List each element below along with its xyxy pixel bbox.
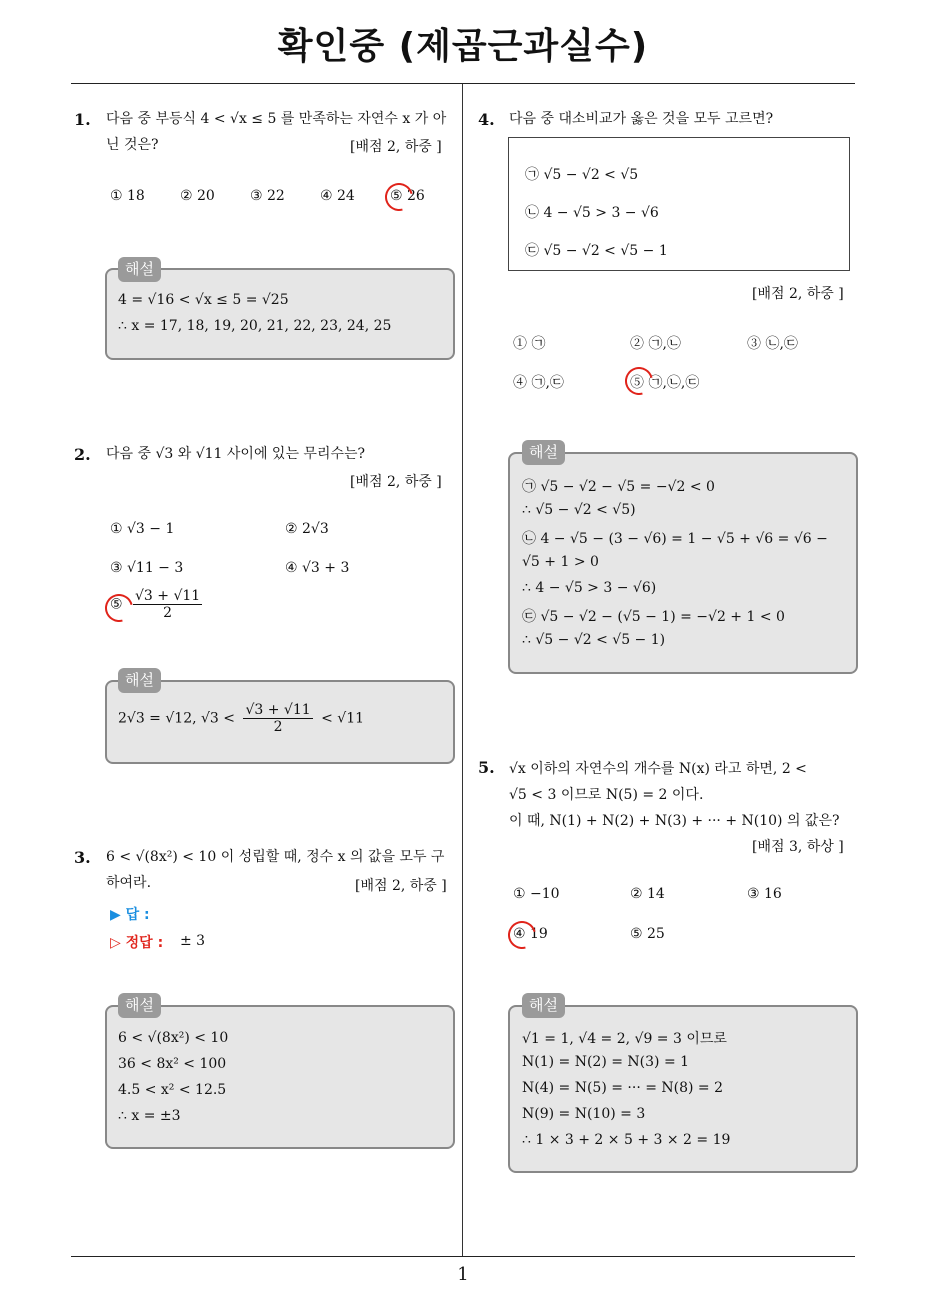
q2-explain-right: < √11: [321, 710, 365, 727]
q5-text-line: √5 < 3 이므로 N(5) = 2 이다.: [509, 787, 704, 803]
q5-selected-mark: [503, 916, 541, 954]
q1-explain-line: ∴ x = 17, 18, 19, 20, 21, 22, 23, 24, 25: [118, 318, 392, 334]
q2-explain-left: 2√3 = √12, √3 <: [118, 710, 236, 727]
column-divider: [462, 84, 463, 1256]
q5-explain-line: ∴ 1 × 3 + 2 × 5 + 3 × 2 = 19: [522, 1132, 731, 1148]
q5-explain-line: N(1) = N(2) = N(3) = 1: [522, 1054, 690, 1070]
q2-explain-numerator: √3 + √11: [245, 702, 311, 718]
q4-choice-3[interactable]: ③ ㉡,㉢: [747, 336, 798, 352]
q2-choice-5-numerator: √3 + √11: [135, 588, 201, 604]
q3-explain-line: 6 < √(8x²) < 10: [118, 1030, 229, 1046]
q4-explain-line: ∴ √5 − √2 < √5 − 1): [522, 632, 666, 648]
q4-choice-1[interactable]: ① ㉠: [513, 336, 546, 352]
header-rule: [71, 83, 855, 84]
q1-explain-tag: 해설: [118, 257, 161, 282]
q3-explain-box: [105, 1005, 455, 1149]
q4-choice-4[interactable]: ④ ㉠,㉢: [513, 375, 564, 391]
q2-explain-fraction: [243, 702, 312, 735]
q5-meta: [배점 3, 하상 ]: [752, 839, 844, 855]
q4-explain-line: ㉠ √5 − √2 − √5 = −√2 < 0: [522, 479, 715, 495]
q2-meta: [배점 2, 하중 ]: [350, 474, 442, 490]
q4-item-1: ㉠ √5 − √2 < √5: [525, 167, 639, 183]
q4-explain-line: ㉢ √5 − √2 − (√5 − 1) = −√2 + 1 < 0: [522, 609, 785, 625]
q3-meta: [배점 2, 하중 ]: [355, 878, 447, 894]
q1-choice-4[interactable]: ④ 24: [320, 188, 355, 204]
q4-selected-mark: [620, 362, 658, 400]
q3-explain-line: ∴ x = ±3: [118, 1108, 181, 1124]
q3-answer-label[interactable]: ▶ 답 :: [110, 907, 150, 923]
q4-explain-tag: 해설: [522, 440, 565, 465]
q4-text: 다음 중 대소비교가 옳은 것을 모두 고르면?: [509, 111, 774, 127]
q3-text: 6 < √(8x²) < 10 이 성립할 때, 정수 x 의 값을 모두 구하여라.: [106, 849, 445, 891]
q1-choice-1[interactable]: ① 18: [110, 188, 145, 204]
page-number: 1: [457, 1264, 469, 1285]
q2-choice-1[interactable]: ① √3 − 1: [110, 521, 175, 537]
q4-explain-line: ㉡ 4 − √5 − (3 − √6) = 1 − √5 + √6 = √6 −: [522, 531, 828, 547]
q2-choice-5-fraction: [133, 588, 202, 621]
q5-choice-5[interactable]: ⑤ 25: [630, 926, 665, 942]
q3-correct-value: ± 3: [180, 933, 206, 949]
q5-explain-tag: 해설: [522, 993, 565, 1018]
q5-explain-line: N(9) = N(10) = 3: [522, 1106, 646, 1122]
q4-explain-line: ∴ √5 − √2 < √5): [522, 502, 636, 518]
q3-explain-tag: 해설: [118, 993, 161, 1018]
q2-choice-2[interactable]: ② 2√3: [285, 521, 329, 537]
q2-choice-4[interactable]: ④ √3 + 3: [285, 560, 350, 576]
q4-choice-2[interactable]: ② ㉠,㉡: [630, 336, 681, 352]
q2-number: 2.: [74, 445, 91, 464]
q4-number: 4.: [478, 110, 495, 129]
q4-item-2: ㉡ 4 − √5 > 3 − √6: [525, 205, 659, 221]
q1-choice-3[interactable]: ③ 22: [250, 188, 285, 204]
q2-explain-denominator: 2: [273, 719, 283, 735]
q1-text: 다음 중 부등식 4 < √x ≤ 5 를 만족하는 자연수 x 가 아닌 것은?: [106, 111, 447, 153]
q1-explain-box: [105, 268, 455, 360]
q2-explain-line: [118, 702, 364, 735]
q4-item-3: ㉢ √5 − √2 < √5 − 1: [525, 243, 668, 259]
q3-number: 3.: [74, 848, 91, 867]
q5-choice-3[interactable]: ③ 16: [747, 886, 782, 902]
footer-rule: [71, 1256, 855, 1257]
q5-explain-line: √1 = 1, √4 = 2, √9 = 3 이므로: [522, 1031, 727, 1047]
q2-choice-3[interactable]: ③ √11 − 3: [110, 560, 184, 576]
q3-explain-line: 36 < 8x² < 100: [118, 1056, 227, 1072]
q1-choice-2[interactable]: ② 20: [180, 188, 215, 204]
q4-meta: [배점 2, 하중 ]: [752, 286, 844, 302]
q2-choice-5-label: ⑤: [110, 596, 123, 613]
q5-number: 5.: [478, 758, 495, 777]
q5-text-line: 이 때, N(1) + N(2) + N(3) + ··· + N(10) 의 값은?: [509, 813, 840, 829]
q3-correct-label: ▷ 정답 :: [110, 935, 164, 951]
q1-explain-line: 4 = √16 < √x ≤ 5 = √25: [118, 292, 289, 308]
q5-text-line: √x 이하의 자연수의 개수를 N(x) 라고 하면, 2 <: [509, 761, 807, 777]
q1-number: 1.: [74, 110, 91, 129]
q1-selected-mark: [380, 178, 418, 216]
q5-choice-1[interactable]: ① −10: [513, 886, 560, 902]
q5-choice-2[interactable]: ② 14: [630, 886, 665, 902]
q1-meta: [배점 2, 하중 ]: [350, 139, 442, 155]
q3-explain-line: 4.5 < x² < 12.5: [118, 1082, 227, 1098]
q2-explain-tag: 해설: [118, 668, 161, 693]
page-title: 확인중 (제곱근과실수): [277, 26, 649, 67]
q4-choice-5[interactable]: ⑤ ㉠,㉡,㉢: [630, 375, 700, 391]
q1-choice-5[interactable]: ⑤ 26: [390, 188, 425, 204]
q2-choice-5-denominator: 2: [163, 605, 173, 621]
q5-choice-4[interactable]: ④ 19: [513, 926, 548, 942]
q4-explain-line: ∴ 4 − √5 > 3 − √6): [522, 580, 657, 596]
q4-explain-line: √5 + 1 > 0: [522, 554, 599, 570]
q2-text: 다음 중 √3 와 √11 사이에 있는 무리수는?: [106, 446, 366, 462]
q5-explain-line: N(4) = N(5) = ··· = N(8) = 2: [522, 1080, 724, 1096]
